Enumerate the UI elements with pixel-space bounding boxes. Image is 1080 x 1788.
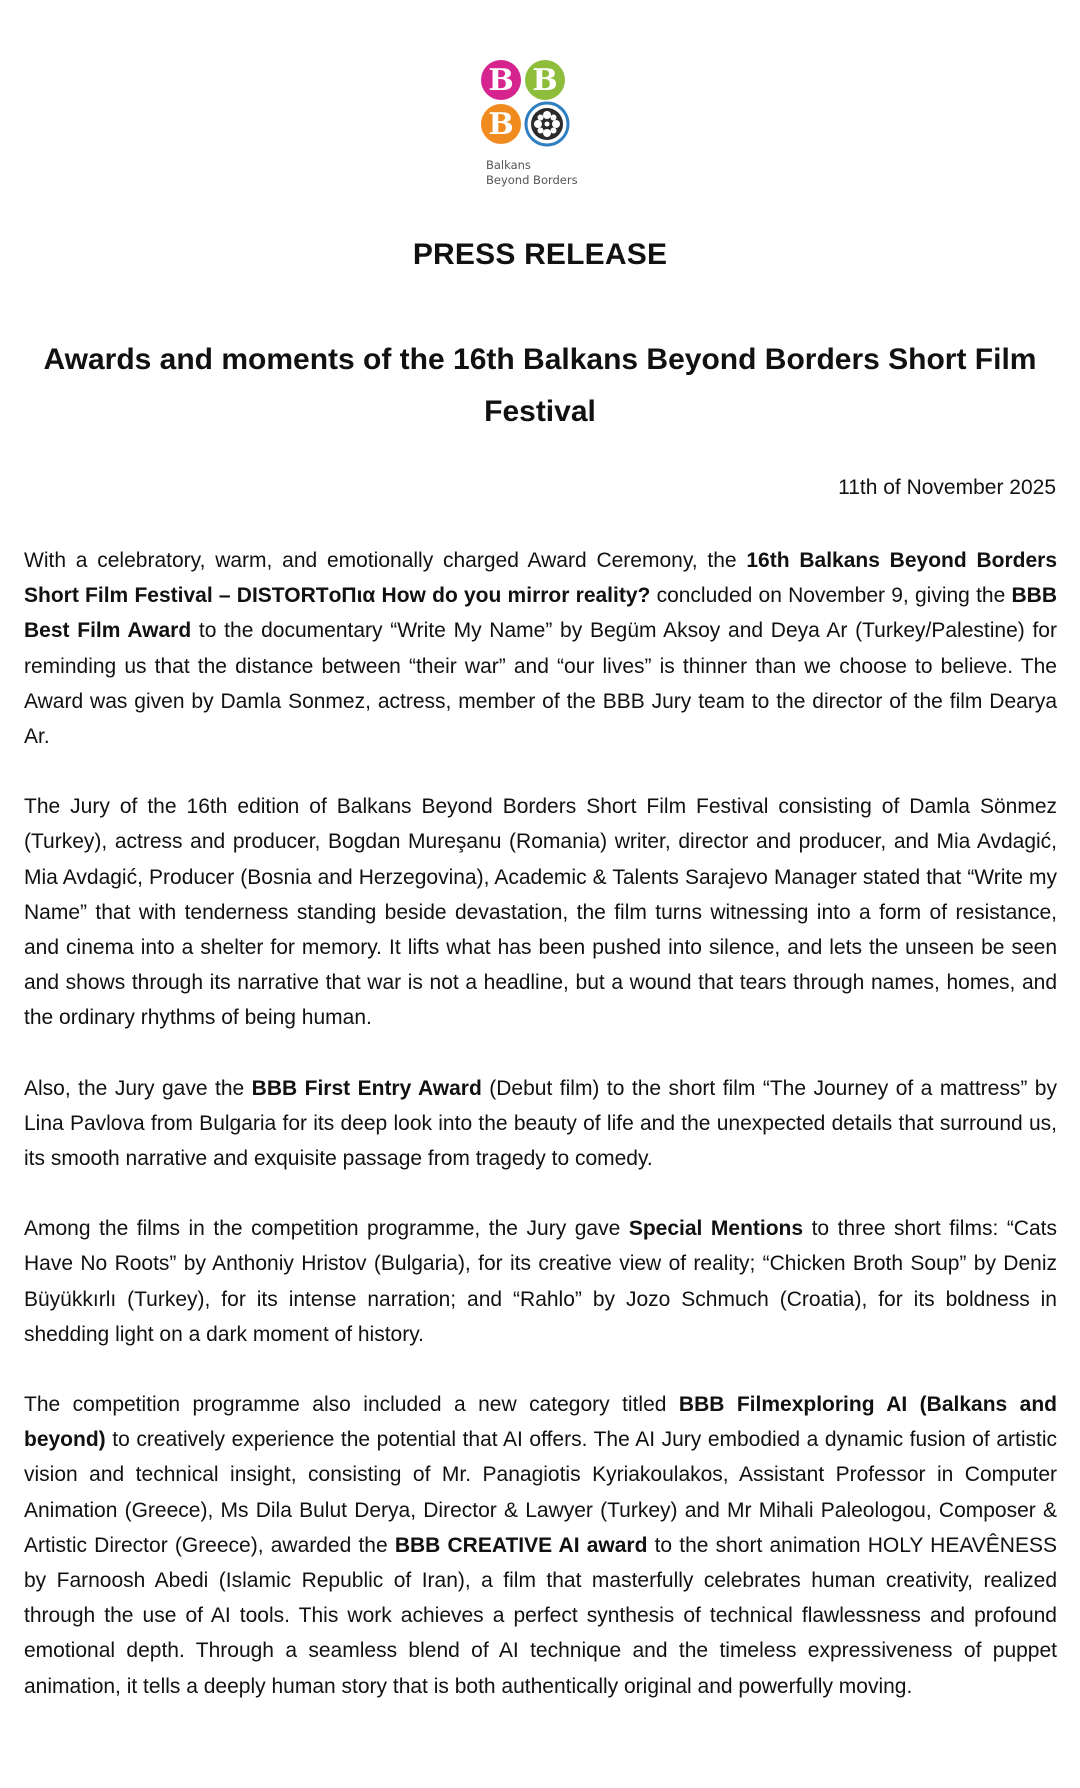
text-run: (Debut film) to the short film “The Journey of a mattress” by Lina Pavlova from Bulgaria for its deep look into the beauty of life and the unexpected details that surround us, its smooth narrative and exquisite passage from tragedy to comedy.: [24, 1076, 1057, 1171]
bold-run: Special Mentions: [628, 1217, 804, 1241]
text-run: Also, the Jury gave the: [24, 1076, 252, 1100]
text-run: to the documentary “Write My Name” by Begüm Aksoy and Deya Ar (Turkey/Palestine) for reminding us that the distance between “their war” and “our lives” is thinner than we choose to believe. The Award was given by Damla Sonmez, actress, member of the BBB Jury team to the director of the film Dearya Ar.: [24, 619, 1057, 749]
press-release-label: PRESS RELEASE: [412, 238, 668, 271]
paragraph-3: [24, 1071, 1057, 1177]
logo-letter-2: B: [532, 63, 558, 98]
text-run: to the short animation HOLY HEAVÊNESS by Farnoosh Abedi (Islamic Republic of Iran), a film that masterfully celebrates human creativity, realized through the use of AI tools. This work achieves a perfect synthesis of technical flawlessness and profound emotional depth. Through a seamless blend of AI technique and the timeless expressiveness of puppet animation, it tells a deeply human story that is both authentically original and powerfully moving.: [24, 1533, 1057, 1698]
film-reel-icon: [526, 103, 568, 145]
logo-text-line2: Beyond Borders: [486, 173, 578, 187]
bbb-logo: [479, 58, 609, 198]
text-run: The competition programme also included a new category titled: [24, 1393, 679, 1417]
text-run: to three short films: “Cats Have No Roots” by Anthoniy Hristov (Bulgaria), for its creative view of reality; “Chicken Broth Soup” by Deniz Büyükkırlı (Turkey), for its intense narration; and “Rahlo” by Jozo Schmuch (Croatia), for its boldness in shedding light on a dark moment of history.: [24, 1217, 1057, 1346]
article-body: [24, 543, 1057, 1739]
bold-run: BBB Best Film Award: [24, 584, 1057, 643]
bold-run: BBB CREATIVE AI award: [394, 1533, 648, 1557]
paragraph-5: [24, 1387, 1057, 1704]
logo-letter-3: B: [488, 107, 514, 142]
paragraph-1: [24, 543, 1057, 754]
bold-run: 16th Balkans Beyond Borders Short Film Festival – DISTORTοΠια How do you mirror reality?: [24, 549, 1057, 608]
text-run: to creatively experience the potential that AI offers. The AI Jury embodied a dynamic fusion of artistic vision and technical insight, consisting of Mr. Panagiotis Kyriakoulakos, Assistant Professor in Computer Animation (Greece), Ms Dila Bulut Derya, Director & Lawyer (Turkey) and Mr Mihali Paleologou, Composer & Artistic Director (Greece), awarded the: [24, 1428, 1057, 1557]
logo-letter-1: B: [488, 63, 514, 98]
paragraph-2: [24, 789, 1057, 1035]
text-run: concluded on November 9, giving the: [650, 584, 1012, 608]
text-run: Among the films in the competition programme, the Jury gave: [24, 1217, 629, 1241]
logo-text-line1: Balkans: [486, 158, 531, 172]
text-run: The Jury of the 16th edition of Balkans Beyond Borders Short Film Festival consisting of Damla Sönmez (Turkey), actress and producer, Bogdan Mureşanu (Romania) writer, director and producer, and Mia Avdagić, Mia Avdagić, Producer (Bosnia and Herzegovina), Academic & Talents Sarajevo Manager stated that “Write my Name” that with tenderness standing beside devastation, the film turns witnessing into a form of resistance, and cinema into a shelter for memory. It lifts what has been pushed into silence, and lets the unseen be seen and shows through its narrative that war is not a headline, but a wound that tears through names, homes, and the ordinary rhythms of being human.: [24, 795, 1057, 1030]
bold-run: BBB First Entry Award: [251, 1076, 482, 1100]
page-title: Awards and moments of the 16th Balkans Beyond Borders Short Film Festival: [43, 343, 1037, 428]
paragraph-4: [24, 1211, 1057, 1352]
text-run: With a celebratory, warm, and emotionally charged Award Ceremony, the: [24, 549, 747, 572]
release-date: 11th of November 2025: [838, 476, 1056, 499]
bold-run: BBB Filmexploring AI (Balkans and beyond): [24, 1393, 1057, 1452]
